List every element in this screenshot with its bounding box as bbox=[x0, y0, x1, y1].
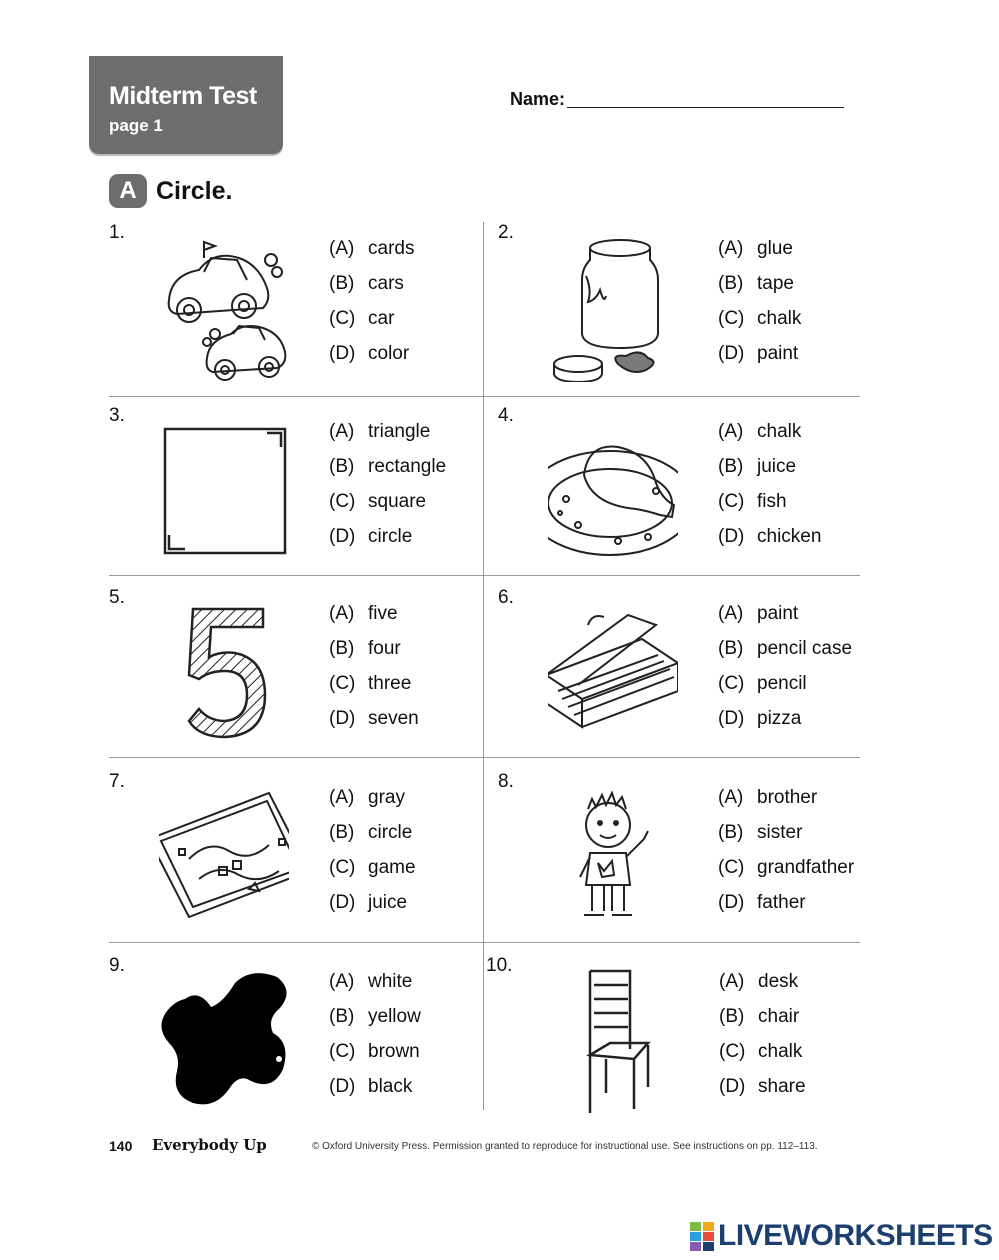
answer-option[interactable]: (D) color bbox=[329, 343, 410, 364]
answer-option[interactable]: (A) glue bbox=[718, 238, 793, 259]
answer-option[interactable]: (A) cards bbox=[329, 238, 415, 259]
answer-option[interactable]: (A) paint bbox=[718, 603, 799, 624]
question-9 bbox=[109, 955, 485, 1131]
answer-option[interactable]: (C) chalk bbox=[718, 308, 802, 329]
test-page-label: page 1 bbox=[109, 116, 163, 135]
question-5 bbox=[109, 587, 485, 763]
answer-option[interactable]: (A) triangle bbox=[329, 421, 431, 442]
question-number: 6. bbox=[498, 587, 514, 608]
answer-option[interactable]: (B) tape bbox=[718, 273, 794, 294]
answer-option[interactable]: (A) desk bbox=[719, 971, 799, 992]
answer-option[interactable]: (A) gray bbox=[329, 787, 405, 808]
answer-options bbox=[719, 971, 806, 1111]
page-number: 140 bbox=[109, 1138, 133, 1154]
answer-option[interactable]: (D) father bbox=[718, 892, 806, 913]
answer-option[interactable]: (C) brown bbox=[329, 1041, 420, 1062]
question-6 bbox=[498, 587, 874, 763]
number-five-image bbox=[159, 595, 289, 747]
answer-option[interactable]: (C) game bbox=[329, 857, 416, 878]
question-number: 2. bbox=[498, 222, 514, 243]
answer-option[interactable]: (A) chalk bbox=[718, 421, 802, 442]
answer-option[interactable]: (A) five bbox=[329, 603, 398, 624]
liveworksheets-wordmark: LIVEWORKSHEETS bbox=[718, 1219, 993, 1252]
question-number: 10. bbox=[486, 955, 513, 976]
answer-options bbox=[329, 603, 419, 743]
toy-cars-image bbox=[159, 230, 289, 382]
answer-option[interactable]: (C) three bbox=[329, 673, 412, 694]
question-1 bbox=[109, 222, 485, 398]
liveworksheets-logo bbox=[690, 1219, 993, 1252]
answer-options bbox=[718, 238, 801, 378]
answer-option[interactable]: (B) sister bbox=[718, 822, 803, 843]
chair-image bbox=[548, 963, 678, 1115]
answer-option[interactable]: (B) circle bbox=[329, 822, 413, 843]
answer-option[interactable]: (B) cars bbox=[329, 273, 404, 294]
test-title: Midterm Test bbox=[109, 82, 257, 110]
answer-option[interactable]: (D) chicken bbox=[718, 526, 822, 547]
section-letter-badge: A bbox=[109, 174, 147, 208]
question-3 bbox=[109, 405, 485, 581]
answer-option[interactable]: (D) circle bbox=[329, 526, 413, 547]
copyright-notice: © Oxford University Press. Permission granted to reproduce for instructional use. See instructions on pp. 112–113. bbox=[312, 1141, 818, 1152]
question-number: 1. bbox=[109, 222, 125, 243]
pencil-case-image bbox=[548, 595, 678, 747]
answer-options bbox=[718, 603, 852, 743]
paint-jar-image bbox=[548, 230, 678, 382]
answer-option[interactable]: (B) yellow bbox=[329, 1006, 421, 1027]
square-image bbox=[159, 413, 289, 565]
test-header-tab bbox=[89, 56, 283, 154]
answer-option[interactable]: (D) juice bbox=[329, 892, 408, 913]
book-title: Everybody Up bbox=[152, 1136, 267, 1154]
liveworksheets-icon bbox=[690, 1222, 714, 1252]
answer-option[interactable]: (A) brother bbox=[718, 787, 818, 808]
answer-option[interactable]: (B) four bbox=[329, 638, 401, 659]
answer-option[interactable]: (B) juice bbox=[718, 456, 797, 477]
answer-option[interactable]: (C) square bbox=[329, 491, 427, 512]
question-4 bbox=[498, 405, 874, 581]
question-number: 9. bbox=[109, 955, 125, 976]
question-2 bbox=[498, 222, 874, 398]
question-8 bbox=[498, 771, 874, 947]
black-splat-image bbox=[159, 963, 289, 1115]
question-number: 3. bbox=[109, 405, 125, 426]
answer-option[interactable]: (C) grandfather bbox=[718, 857, 855, 878]
name-label: Name: bbox=[510, 89, 566, 109]
answer-option[interactable]: (C) pencil bbox=[718, 673, 807, 694]
answer-options bbox=[329, 238, 414, 378]
question-7 bbox=[109, 771, 485, 947]
question-number: 4. bbox=[498, 405, 514, 426]
question-number: 8. bbox=[498, 771, 514, 792]
answer-option[interactable]: (C) chalk bbox=[719, 1041, 803, 1062]
answer-option[interactable]: (A) white bbox=[329, 971, 413, 992]
answer-option[interactable]: (D) pizza bbox=[718, 708, 802, 729]
answer-options bbox=[329, 421, 446, 561]
answer-option[interactable]: (D) seven bbox=[329, 708, 419, 729]
answer-option[interactable]: (D) share bbox=[719, 1076, 806, 1097]
question-number: 5. bbox=[109, 587, 125, 608]
answer-option[interactable]: (D) black bbox=[329, 1076, 413, 1097]
board-game-image bbox=[159, 779, 289, 931]
boy-image bbox=[548, 779, 678, 931]
answer-options bbox=[329, 787, 416, 927]
question-number: 7. bbox=[109, 771, 125, 792]
chicken-plate-image bbox=[548, 413, 678, 565]
answer-options bbox=[718, 787, 854, 927]
answer-options bbox=[718, 421, 821, 561]
answer-option[interactable]: (D) paint bbox=[718, 343, 799, 364]
answer-option[interactable]: (C) car bbox=[329, 308, 395, 329]
name-input-line[interactable] bbox=[567, 107, 844, 108]
question-10 bbox=[486, 955, 862, 1131]
answer-option[interactable]: (B) rectangle bbox=[329, 456, 447, 477]
answer-option[interactable]: (C) fish bbox=[718, 491, 787, 512]
answer-options bbox=[329, 971, 421, 1111]
answer-option[interactable]: (B) chair bbox=[719, 1006, 800, 1027]
answer-option[interactable]: (B) pencil case bbox=[718, 638, 853, 659]
section-instruction: Circle. bbox=[156, 177, 233, 205]
